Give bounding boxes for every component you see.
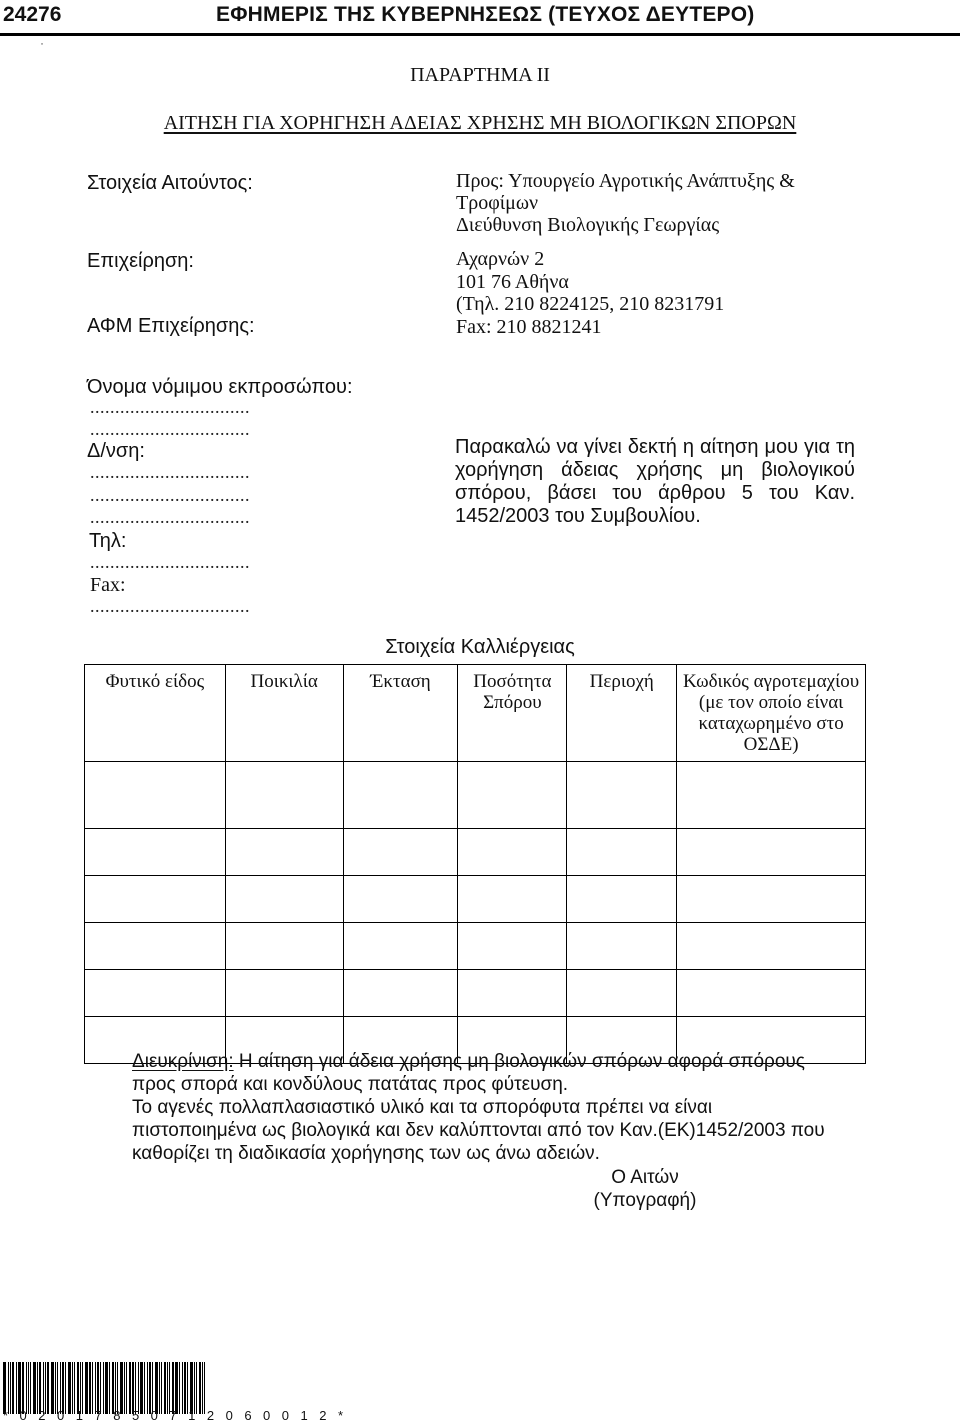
recipient-phones: (Τηλ. 210 8224125, 210 8231791	[456, 293, 725, 315]
barcode-bar	[161, 1362, 162, 1414]
footnote-paragraph-2: Το αγενές πολλαπλασιαστικό υλικό και τα σπορόφυτα πρέπει να είναι πιστοποιημένα ως βιολογικά και δεν καλύπτονται από τον Καν.(ΕΚ)1452/2003 που καθορίζει τη διαδικασία χορήγησης των ως άνω αδειών.	[132, 1097, 825, 1164]
table-cell[interactable]	[85, 829, 226, 876]
address-line[interactable]: ................................	[90, 485, 250, 505]
representative-label: Όνομα νόμιμου εκπροσώπου:	[87, 376, 353, 398]
barcode-bar	[184, 1362, 186, 1414]
barcode-bar	[8, 1362, 9, 1414]
barcode-bar	[112, 1362, 114, 1414]
barcode-bar	[199, 1362, 201, 1414]
barcode-bar	[132, 1362, 134, 1414]
table-cell[interactable]	[677, 876, 866, 923]
header-mark: ˙	[40, 40, 44, 54]
barcode-bar	[129, 1362, 131, 1414]
barcode-bar	[169, 1362, 170, 1414]
barcode-bar	[16, 1362, 17, 1414]
table-cell[interactable]	[225, 876, 343, 923]
table-cell[interactable]	[567, 762, 677, 829]
barcode-bar	[144, 1362, 145, 1414]
table-cell[interactable]	[85, 923, 226, 970]
barcode-digits: *02017850712060012*	[3, 1408, 355, 1423]
barcode-bar	[12, 1362, 14, 1414]
barcode-bar	[182, 1362, 183, 1414]
footnote-label: Διευκρίνιση:	[132, 1051, 234, 1072]
barcode-bar	[97, 1362, 99, 1414]
table-header-row	[85, 665, 866, 762]
table-cell[interactable]	[567, 876, 677, 923]
representative-line[interactable]: ................................	[90, 397, 250, 417]
barcode-bar	[152, 1362, 153, 1414]
cultivation-title: Στοιχεία Καλλιέργειας	[385, 636, 575, 658]
barcode-bar	[89, 1362, 91, 1414]
table-row	[85, 876, 866, 923]
table-cell[interactable]	[677, 970, 866, 1017]
footnote-text-1: Η αίτηση για άδεια χρήσης μη βιολογικών σπόρων αφορά σπόρους προς σπορά και κονδύλους πατάτας προς φύτευση.	[132, 1051, 805, 1095]
barcode-bar	[179, 1362, 180, 1414]
barcode-bar	[72, 1362, 73, 1414]
barcode-bar	[167, 1362, 168, 1414]
table-cell[interactable]	[458, 829, 567, 876]
barcode-bar	[202, 1362, 203, 1414]
table-cell[interactable]	[225, 923, 343, 970]
application-title-text: ΑΙΤΗΣΗ ΓΙΑ ΧΟΡΗΓΗΣΗ ΑΔΕΙΑΣ ΧΡΗΣΗΣ ΜΗ ΒΙΟΛΟΓΙΚΩΝ ΣΠΟΡΩΝ	[163, 112, 797, 134]
running-title: ΕΦΗΜΕΡΙΣ ΤΗΣ ΚΥΒΕΡΝΗΣΕΩΣ (ΤΕΥΧΟΣ ΔΕΥΤΕΡΟ)	[216, 3, 755, 26]
fax-label: Fax:	[90, 574, 126, 596]
barcode-bar	[28, 1362, 29, 1414]
barcode-bar	[172, 1362, 174, 1414]
recipient-to: Προς: Υπουργείο Αγροτικής Ανάπτυξης &	[456, 170, 795, 192]
table-cell[interactable]	[343, 923, 458, 970]
barcode-bar	[190, 1362, 193, 1414]
recipient-street: Αχαρνών 2	[456, 248, 545, 270]
barcode-bar	[164, 1362, 166, 1414]
footnote	[132, 1050, 832, 1165]
column-header-region: Περιοχή	[567, 665, 677, 762]
barcode-bar	[138, 1362, 139, 1414]
address-line[interactable]: ................................	[90, 462, 250, 482]
column-header-seed-quantity: Ποσότητα Σπόρου	[458, 665, 567, 762]
barcode-bar	[175, 1362, 178, 1414]
phone-label: Τηλ:	[89, 530, 127, 552]
column-header-parcel-code: Κωδικός αγροτεμαχίου (με τον οποίο είναι καταχωρημένο στο ΟΣΔΕ)	[677, 665, 866, 762]
table-cell[interactable]	[567, 923, 677, 970]
barcode-bar	[196, 1362, 197, 1414]
barcode-bar	[47, 1362, 49, 1414]
signer-label: Ο Αιτών	[611, 1167, 679, 1188]
barcode-bar	[204, 1362, 205, 1414]
barcode-bar	[140, 1362, 143, 1414]
barcode-bar	[26, 1362, 27, 1414]
barcode-bar	[43, 1362, 44, 1414]
barcode-bar	[65, 1362, 66, 1414]
column-header-plant-species: Φυτικό είδος	[85, 665, 226, 762]
recipient-fax: Fax: 210 8821241	[456, 316, 602, 338]
barcode-bar	[149, 1362, 151, 1414]
annex-title: ΠΑΡΑΡΤΗΜΑ ΙΙ	[410, 64, 550, 86]
table-row	[85, 762, 866, 829]
barcode-bar	[100, 1362, 101, 1414]
table-cell[interactable]	[343, 970, 458, 1017]
table-cell[interactable]	[458, 876, 567, 923]
address-line[interactable]: ................................	[90, 507, 250, 527]
table-cell[interactable]	[677, 829, 866, 876]
barcode-bar	[159, 1362, 160, 1414]
applicant-heading: Στοιχεία Αιτούντος:	[87, 172, 253, 194]
barcode-bar	[147, 1362, 148, 1414]
table-cell[interactable]	[225, 762, 343, 829]
barcode-bar	[30, 1362, 31, 1414]
table-cell[interactable]	[85, 876, 226, 923]
table-cell[interactable]	[343, 829, 458, 876]
barcode-bar	[3, 1362, 6, 1414]
barcode-bar	[85, 1362, 88, 1414]
recipient-to-cont: Τροφίμων	[456, 192, 539, 214]
barcode-bar	[45, 1362, 46, 1414]
barcode-bar	[135, 1362, 136, 1414]
barcode-bar	[115, 1362, 116, 1414]
table-cell[interactable]	[85, 762, 226, 829]
column-header-area: Έκταση	[343, 665, 458, 762]
footnote-paragraph-1	[132, 1050, 832, 1096]
barcode-bar	[155, 1362, 158, 1414]
barcode-bar	[126, 1362, 127, 1414]
barcode-bar	[62, 1362, 64, 1414]
barcode-bar	[33, 1362, 36, 1414]
table-row	[85, 829, 866, 876]
barcode-bar	[117, 1362, 118, 1414]
barcode-bar	[109, 1362, 110, 1414]
table-cell[interactable]	[458, 923, 567, 970]
barcode-bar	[39, 1362, 41, 1414]
barcode-bar	[68, 1362, 71, 1414]
header-rule	[0, 33, 960, 36]
barcode-bar	[187, 1362, 188, 1414]
table-cell[interactable]	[343, 876, 458, 923]
recipient-city: 101 76 Αθήνα	[456, 271, 569, 293]
barcode-bar	[80, 1362, 81, 1414]
business-label: Επιχείρηση:	[87, 250, 194, 272]
barcode-bar	[194, 1362, 195, 1414]
table-cell[interactable]	[458, 970, 567, 1017]
table-row	[85, 923, 866, 970]
barcode-bar	[103, 1362, 104, 1414]
table-cell[interactable]	[458, 762, 567, 829]
barcode-bar	[77, 1362, 79, 1414]
table-cell[interactable]	[225, 829, 343, 876]
barcode-bar	[57, 1362, 58, 1414]
vat-label: ΑΦΜ Επιχείρησης:	[87, 315, 255, 337]
representative-line[interactable]: ................................	[90, 419, 250, 439]
table-row	[85, 970, 866, 1017]
column-header-variety: Ποικιλία	[225, 665, 343, 762]
barcode-bar	[22, 1362, 24, 1414]
barcode-bar	[55, 1362, 56, 1414]
signature-note[interactable]: (Υπογραφή)	[593, 1190, 697, 1211]
barcode-image	[3, 1362, 293, 1414]
barcode-bar	[105, 1362, 108, 1414]
barcode-bar	[74, 1362, 75, 1414]
table-cell[interactable]	[225, 970, 343, 1017]
phone-line[interactable]: ................................	[90, 552, 250, 572]
barcode-bar	[95, 1362, 96, 1414]
barcode-bar	[10, 1362, 11, 1414]
table-cell[interactable]	[567, 970, 677, 1017]
barcode-bar	[51, 1362, 54, 1414]
recipient-department: Διεύθυνση Βιολογικής Γεωργίας	[456, 214, 720, 236]
table-cell[interactable]	[567, 829, 677, 876]
barcode-bar	[37, 1362, 38, 1414]
request-text: Παρακαλώ να γίνει δεκτή η αίτηση μου για τη χορήγηση άδειας χρήσης μη βιολογικού σπόρου, βάσει του άρθρου 5 του Καν. 1452/2003 του Συμβουλίου.	[455, 436, 855, 527]
cultivation-table	[84, 664, 866, 1064]
barcode-bar	[92, 1362, 93, 1414]
barcode-bar	[18, 1362, 21, 1414]
barcode-bar	[60, 1362, 61, 1414]
fax-line[interactable]: ................................	[90, 596, 250, 616]
barcode-bar	[120, 1362, 123, 1414]
barcode-bar	[124, 1362, 125, 1414]
application-title	[0, 112, 960, 135]
table-cell[interactable]	[677, 762, 866, 829]
barcode-bar	[82, 1362, 83, 1414]
table-cell[interactable]	[343, 762, 458, 829]
address-label: Δ/νση:	[87, 440, 145, 462]
page-number: 24276	[3, 3, 62, 26]
table-cell[interactable]	[677, 923, 866, 970]
table-cell[interactable]	[85, 970, 226, 1017]
